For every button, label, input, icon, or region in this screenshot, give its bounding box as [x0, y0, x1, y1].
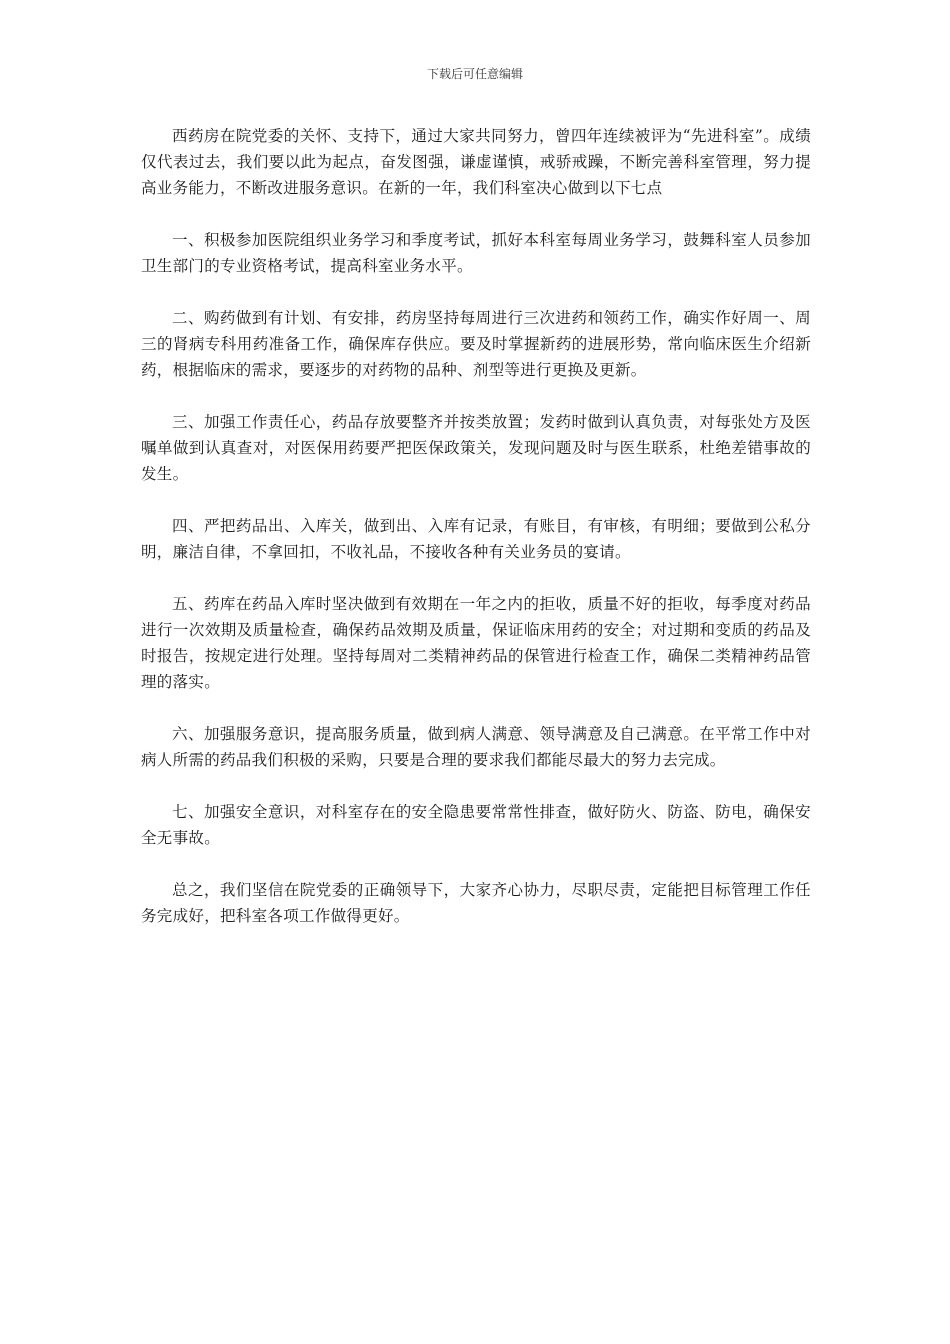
- paragraph-item-5: 五、药库在药品入库时坚决做到有效期在一年之内的拒收，质量不好的拒收，每季度对药品进行一次效期及质量检查，确保药品效期及质量，保证临床用药的安全；对过期和变质的药品及时报告，按规定进行处理。坚持每周对二类精神药品的保管进行检查工作，确保二类精神药品管理的落实。: [141, 595, 811, 691]
- paragraph-conclusion: 总之，我们坚信在院党委的正确领导下，大家齐心协力，尽职尽责，定能把目标管理工作任务完成好，把科室各项工作做得更好。: [141, 881, 811, 925]
- paragraph-intro: 西药房在院党委的关怀、支持下，通过大家共同努力，曾四年连续被评为“先进科室”。成绩仅代表过去，我们要以此为起点，奋发图强，谦虚谨慎，戒骄戒躁，不断完善科室管理，努力提高业务能力，不断改进服务意识。在新的一年，我们科室决心做到以下七点: [141, 127, 811, 197]
- paragraph-item-7: 七、加强安全意识，对科室存在的安全隐患要常常性排查，做好防火、防盗、防电，确保安全无事故。: [141, 803, 811, 847]
- paragraph-item-1: 一、积极参加医院组织业务学习和季度考试，抓好本科室每周业务学习，鼓舞科室人员参加卫生部门的专业资格考试，提高科室业务水平。: [141, 231, 811, 275]
- paragraph-item-2: 二、购药做到有计划、有安排，药房坚持每周进行三次进药和领药工作，确实作好周一、周三的肾病专科用药准备工作，确保库存供应。要及时掌握新药的进展形势，常向临床医生介绍新药，根据临床的需求，要逐步的对药物的品种、剂型等进行更换及更新。: [141, 309, 811, 379]
- paragraph-item-3: 三、加强工作责任心，药品存放要整齐并按类放置；发药时做到认真负责，对每张处方及医嘱单做到认真查对，对医保用药要严把医保政策关，发现问题及时与医生联系，杜绝差错事故的发生。: [141, 413, 811, 483]
- page-header: 下载后可任意编辑: [426, 67, 523, 81]
- paragraph-item-6: 六、加强服务意识，提高服务质量，做到病人满意、领导满意及自己满意。在平常工作中对病人所需的药品我们积极的采购，只要是合理的要求我们都能尽最大的努力去完成。: [141, 725, 811, 769]
- paragraph-item-4: 四、严把药品出、入库关，做到出、入库有记录，有账目，有审核，有明细；要做到公私分明，廉洁自律，不拿回扣，不收礼品，不接收各种有关业务员的宴请。: [141, 517, 811, 561]
- document-body: [141, 123, 811, 955]
